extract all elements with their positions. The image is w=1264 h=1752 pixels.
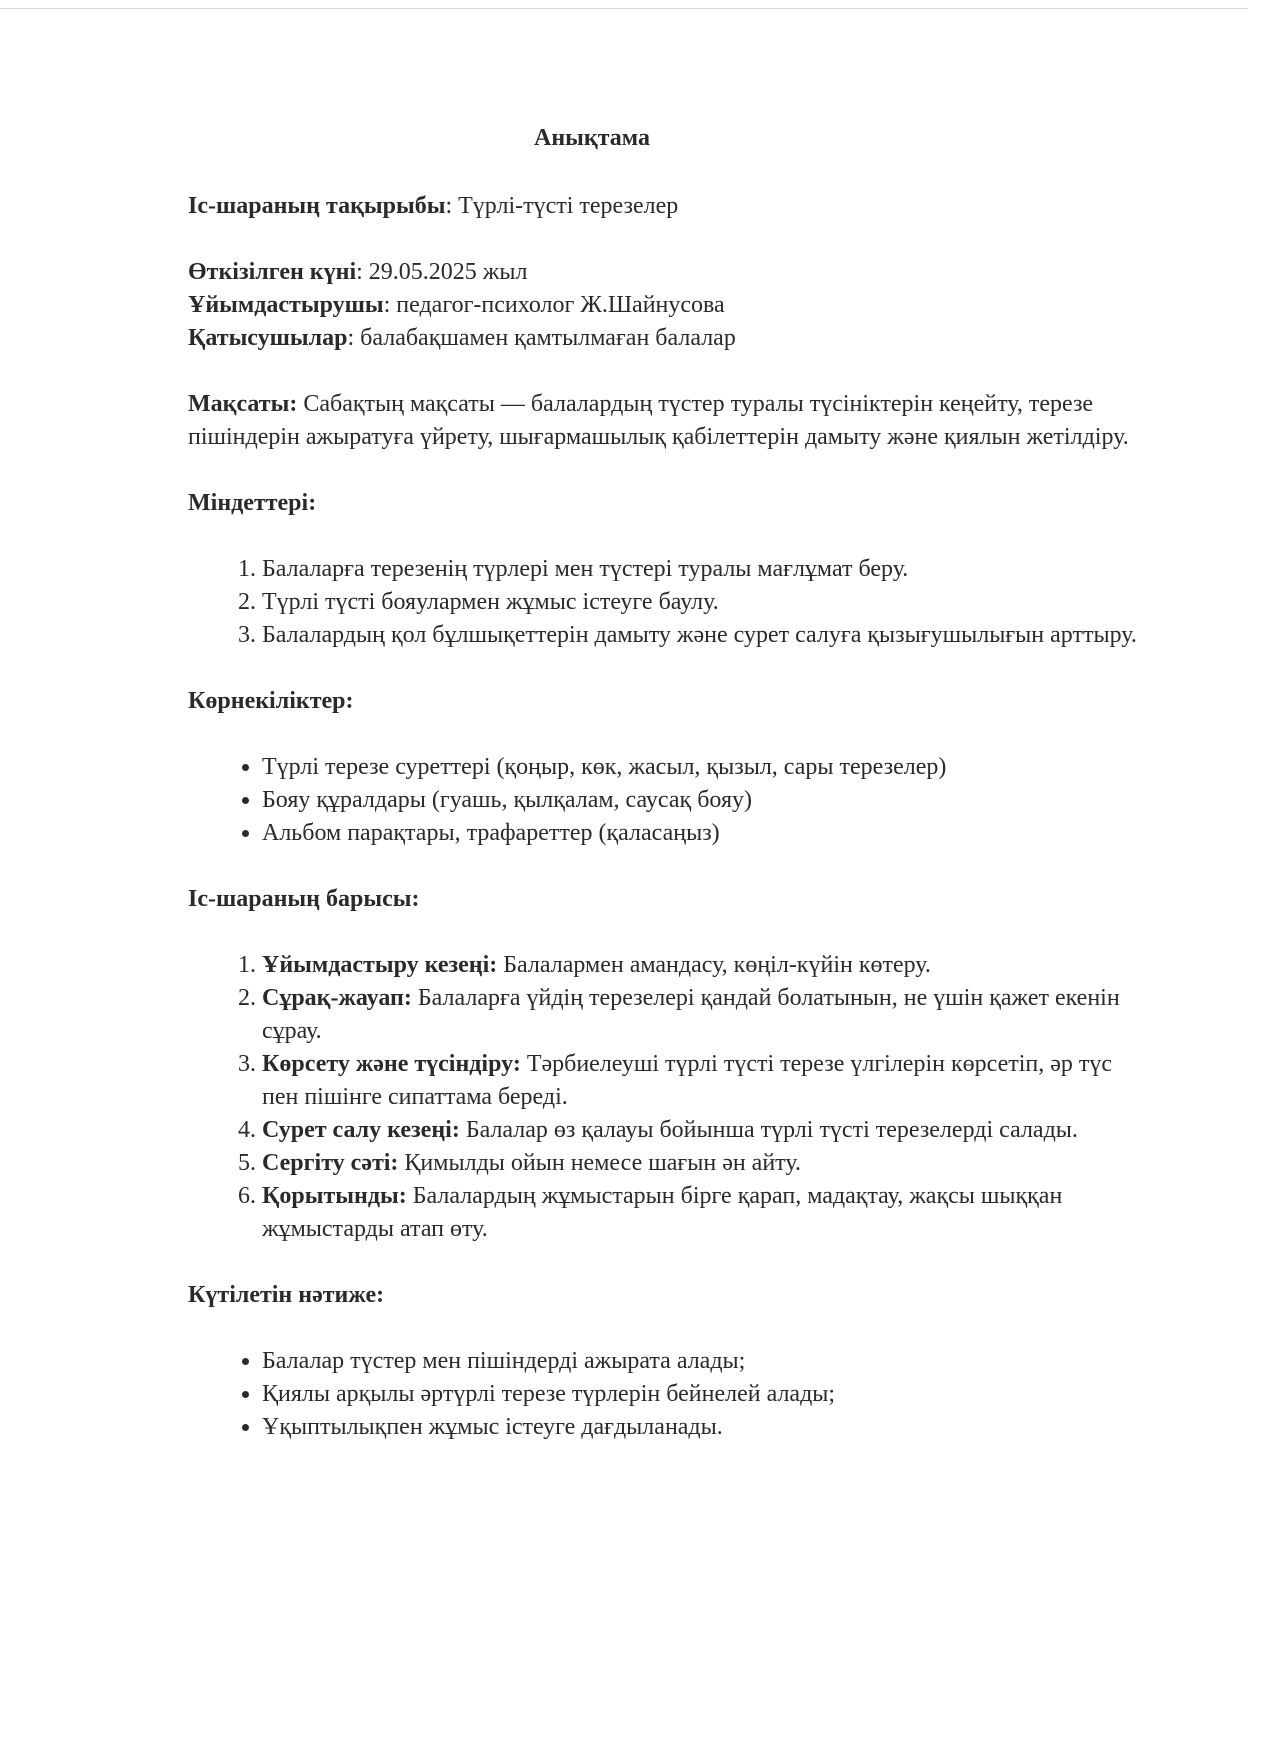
list-item: 1. Балаларға терезенің түрлері мен түстері туралы мағлұмат беру. (262, 553, 1148, 586)
list-item: • Түрлі терезе суреттері (қоңыр, көк, жасыл, қызыл, сары терезелер) (262, 751, 1148, 784)
results-list (188, 1345, 1148, 1444)
topic-line (188, 190, 1148, 223)
topic-value: : Түрлі-түсті терезелер (445, 193, 679, 219)
materials-heading: Көрнекіліктер: (188, 688, 354, 714)
tasks-heading: Міндеттері: (188, 490, 317, 516)
list-item (262, 982, 1148, 1048)
list-item: 2. Түрлі түсті бояулармен жұмыс істеуге баулу. (262, 586, 1148, 619)
goal-paragraph (188, 388, 1148, 454)
list-item: • Қиялы арқылы әртүрлі терезе түрлерін бейнелей алады; (262, 1378, 1148, 1411)
step-text: Тәрбиелеуші түрлі түсті терезе үлгілерін көрсетіп, әр түс пен пішінге сипаттама береді. (262, 1051, 1113, 1110)
date-value: : 29.05.2025 жыл (356, 259, 528, 285)
list-item: • Балалар түстер мен пішіндерді ажырата алады; (262, 1345, 1148, 1378)
organizer-value: : педагог-психолог Ж.Шайнусова (383, 292, 725, 318)
participants-line (188, 322, 1148, 355)
organizer-line (188, 289, 1148, 322)
goal-text: Сабақтың мақсаты — балалардың түстер туралы түсініктерін кеңейту, терезе пішіндерін ажыратуға үйрету, шығармашылық қабілеттерін дамыту және қиялын жетілдіру. (188, 391, 1129, 450)
goal-label: Мақсаты: (188, 391, 298, 417)
list-item: • Бояу құралдары (гуашь, қылқалам, саусақ бояу) (262, 784, 1148, 817)
results-heading: Күтілетін нәтиже: (188, 1282, 385, 1308)
step-label: Ұйымдастыру кезеңі: (262, 952, 498, 978)
organizer-label: Ұйымдастырушы (188, 292, 384, 318)
step-label: Көрсету және түсіндіру: (262, 1051, 521, 1077)
step-text: Балаларға үйдің терезелері қандай болатынын, не үшін қажет екенін сұрау. (262, 985, 1120, 1044)
step-label: Сергіту сәті: (262, 1150, 399, 1176)
list-item: • Альбом парақтары, трафареттер (қаласаңыз) (262, 817, 1148, 850)
materials-list (188, 751, 1148, 850)
list-item (262, 1180, 1148, 1246)
step-text: Балалар өз қалауы бойынша түрлі түсті терезелерді салады. (459, 1117, 1078, 1143)
step-text: Қимылды ойын немесе шағын ән айту. (398, 1150, 801, 1176)
date-label: Өткізілген күні (188, 259, 357, 285)
participants-label: Қатысушылар (188, 325, 348, 351)
list-item (262, 1147, 1148, 1180)
step-label: Қорытынды: (262, 1183, 407, 1209)
topic-label: Іс-шараның тақырыбы (188, 193, 446, 219)
list-item (262, 1114, 1148, 1147)
step-text: Балалардың жұмыстарын бірге қарап, мадақтау, жақсы шыққан жұмыстарды атап өту. (262, 1183, 1063, 1242)
list-item (262, 949, 1148, 982)
list-item: • Ұқыптылықпен жұмыс істеуге дағдыланады. (262, 1411, 1148, 1444)
document-title: Анықтама (534, 125, 650, 151)
process-heading: Іс-шараның барысы: (188, 886, 420, 912)
process-list (188, 949, 1148, 1246)
scan-edge-line (0, 8, 1248, 9)
step-text: Балалармен амандасу, көңіл-күйін көтеру. (497, 952, 931, 978)
tasks-list (188, 553, 1148, 652)
list-item (262, 1048, 1148, 1114)
list-item: 3. Балалардың қол бұлшықеттерін дамыту және сурет салуға қызығушылығын арттыру. (262, 619, 1148, 652)
step-label: Сурет салу кезеңі: (262, 1117, 460, 1143)
step-label: Сұрақ-жауап: (262, 985, 412, 1011)
participants-value: : балабақшамен қамтылмаған балалар (347, 325, 736, 351)
document-page (188, 122, 1148, 1477)
date-line (188, 256, 1148, 289)
